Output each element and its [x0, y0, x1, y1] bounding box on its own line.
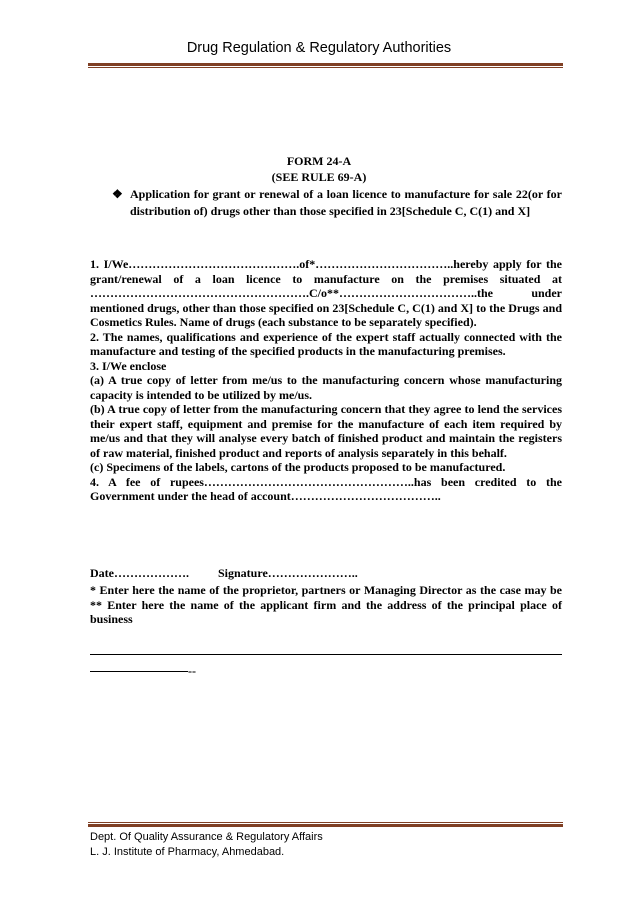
footnotes	[90, 583, 562, 627]
form-rule-reference: (SEE RULE 69-A)	[271, 170, 367, 184]
header-rule	[88, 63, 563, 66]
footer-rule-thin	[88, 822, 563, 823]
application-description: Application for grant or renewal of a loan licence to manufacture for sale 22(or for distribution of) drugs other than those specified in 23[Schedule C, C(1) and X]	[130, 187, 562, 218]
form-title: FORM 24-A	[286, 154, 352, 168]
separator-line	[90, 654, 562, 655]
paragraph-2: 2. The names, qualifications and experience of the expert staff actually connected with the manufacture and testing of the specified products in the manufacturing premises.	[90, 329, 562, 358]
separator-dashes: --	[188, 664, 196, 678]
application-bullet	[112, 186, 562, 220]
header-rule-thin	[88, 67, 563, 68]
form-body	[90, 257, 562, 504]
footer-department: Dept. Of Quality Assurance & Regulatory Affairs	[90, 831, 323, 843]
page-header-title: Drug Regulation & Regulatory Authorities	[186, 40, 452, 56]
page-footer	[90, 830, 323, 860]
paragraph-1: 1. I/We…………………………………….of*……………………………..hereby apply for the grant/renewal of a loan licence to manufacture on the premises situated at ……………………………………………….C/o**……………………………..the under mentioned drugs, other than those specified on 23[Schedule C, C(1) and X] to the Drugs and Cosmetics Rules. Name of drugs (each substance to be separately specified).	[90, 257, 562, 329]
signature-label: Signature…………………..	[218, 566, 358, 580]
footer-rule	[88, 824, 563, 827]
paragraph-3b: (b) A true copy of letter from the manufacturing concern that they agree to lend the services their expert staff, equipment and premise for the manufacture of each item required by me/us and that they will analyse every batch of finished product and maintain the registers of raw material, finished product and reports of analysis separately in this behalf.	[90, 402, 562, 460]
paragraph-3a: (a) A true copy of letter from me/us to the manufacturing concern whose manufacturing capacity is intended to be utilized by me/us.	[90, 373, 562, 402]
paragraph-4: 4. A fee of rupees……………………………………………..has been credited to the Government under the head of account………………………………..	[90, 474, 562, 503]
footnote-text: * Enter here the name of the proprietor, partners or Managing Director as the case may be ** Enter here the name of the applicant firm and the address of the principal place of business	[90, 583, 562, 626]
date-signature-row	[90, 566, 562, 581]
paragraph-3c: (c) Specimens of the labels, cartons of the products proposed to be manufactured.	[90, 460, 506, 474]
diamond-bullet-icon: ❖	[112, 187, 123, 201]
separator-line-short	[90, 671, 188, 672]
paragraph-3: 3. I/We enclose	[90, 358, 167, 373]
footer-institute: L. J. Institute of Pharmacy, Ahmedabad.	[90, 846, 285, 858]
date-label: Date……………….	[90, 566, 189, 580]
